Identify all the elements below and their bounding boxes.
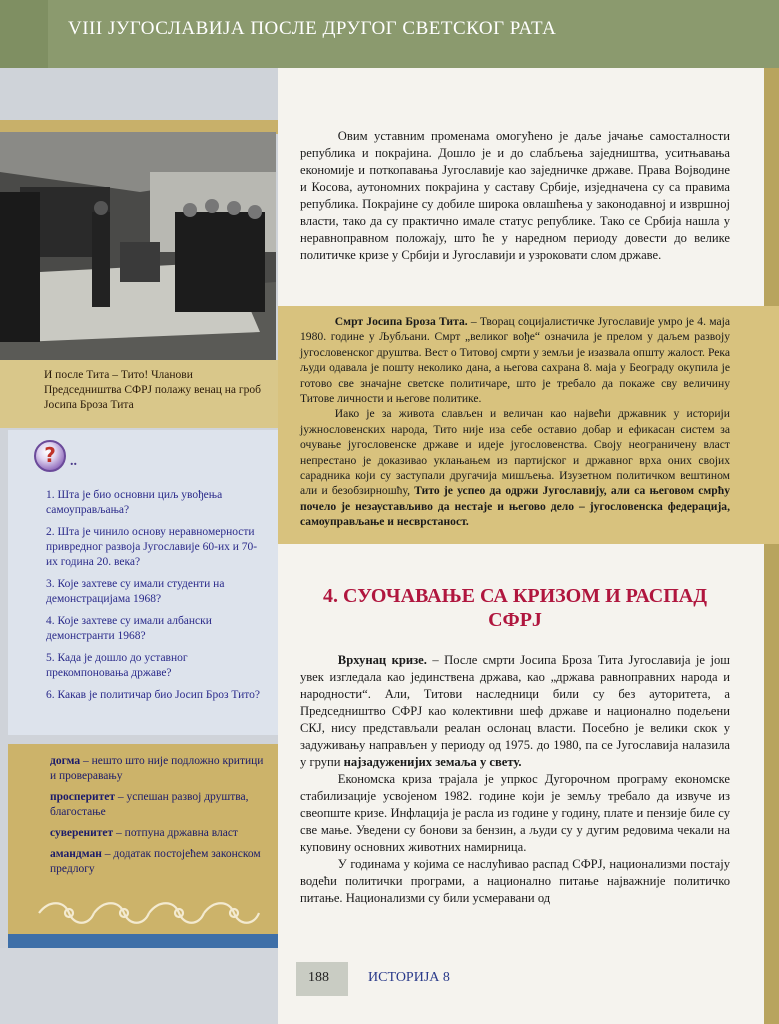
chapter-header <box>0 0 779 68</box>
book-title: ИСТОРИЈА 8 <box>368 970 450 985</box>
tito-death-heading: Смрт Јосипа Броза Тита. <box>334 315 468 328</box>
glossary-list <box>50 754 270 883</box>
photo-caption: И после Тита – Тито! Чланови Председништва СФРЈ полажу венац на гроб Јосипа Броза Тита <box>44 369 261 411</box>
glossary-item <box>50 826 270 841</box>
sidebar-bottom-strip <box>0 948 278 1024</box>
nationalism-paragraph: У годинама у којима се наслућивао распад СФРЈ, национализми постају водећи политички програми, а национално питање најважније политичко питање. Национализми су били усмеравани од <box>300 857 730 905</box>
tito-legacy-text: Иако је за живота слављен и величан као највећи државник у историји јужнословенских народа, Тито није иза себе оставио добар и ефикасан систем за очување југословенске државе и идеје југословенства. Своју неограничену власт непрестано је доказивао уклањањем из партијског и државног врха оних својих сарадника који су заступали другачија мишљења. Изузетном политичком вештином али и безобзирношћу, <box>300 407 730 498</box>
tito-grave-photo <box>0 132 276 360</box>
question-item: 1. Шта је био основни циљ увођења самоуправљања? <box>46 489 223 516</box>
glossary-term: догма <box>50 755 81 767</box>
glossary-term: амандман <box>50 848 102 860</box>
tito-death-section <box>300 314 730 530</box>
tito-legacy-bold: Тито је успео да одржи Југославију, али са његовом смрћу почело је незаустављиво да нестаје и његово дело – југословенска федерација, самоуправљање и несврстаност. <box>300 484 730 529</box>
question-dots: .. <box>70 454 77 469</box>
glossary-item <box>50 754 270 784</box>
page-number: 188 <box>308 970 329 985</box>
tito-legacy-paragraph <box>300 406 730 529</box>
economic-crisis-paragraph: Економска криза трајала је упркос Дугорочном програму економске стабилизације усвојеном 1982. године који је земљу требало да извуче из свеопште кризе. Инфлација је расла из године у годину, плате и пензије биле су све мање. Уведени су бонови за бензин, а људи су у дугим редовима чекали на куповину основних животних намирница. <box>300 772 730 854</box>
question-item: 2. Шта је чинило основу неравномерности привредног развоја Југославије 60-их и 70-их година 20. века? <box>46 526 258 568</box>
tito-death-text: – Творац социјалистичке Југославије умро је 4. маја 1980. године у Љубљани. Смрт „великог вође“ означила је прелом у даљем развоју југословенског друштва. Вест о Титовој смрти у земљи је изазвала општу жалост. Река људи одавала је пошту неколико дана, а његова сахрана 8. маја у Београду окупила је готово све значајне светске политичаре, што је требало да покаже сву величину Титове личности и његове политике. <box>300 315 730 406</box>
tito-death-paragraph <box>300 314 730 406</box>
glossary-definition: – потпуна државна власт <box>113 827 238 839</box>
glossary-item <box>50 790 270 820</box>
page-edge-band <box>764 68 779 1024</box>
glossary-term: просперитет <box>50 791 116 803</box>
question-item: 4. Које захтеве су имали албански демонстранти 1968? <box>46 615 212 642</box>
question-item: 5. Када је дошло до уставног прекомпоновања државе? <box>46 652 188 679</box>
header-accent-block <box>0 0 48 68</box>
crisis-section <box>300 652 730 907</box>
intro-paragraph <box>300 128 730 264</box>
question-mark-icon: ? <box>44 443 56 467</box>
question-item: 3. Које захтеве су имали студенти на демонстрацијама 1968? <box>46 578 225 605</box>
sidebar-blue-bar <box>8 934 278 948</box>
glossary-definition: – нешто што није подложно критици и проверавању <box>50 755 264 782</box>
crisis-bold: најзадуженијих земаља у свету. <box>343 755 522 769</box>
intro-text: Овим уставним променама омогућено је даље јачање самосталности република и покрајина. Дошло је и до слабљења заједништва, уситњавања економије и поткопавања Југославије као заједничке државе. Права Војводине и Косова, аутономних покрајина у саставу Србије, изједначена су са правима република. Покрајине су добиле широка овлашћења у законодавној и извршној власти, тако да су практично имале статус републике. Тако се Србија нашла у неравноправном положају, што ће у наредном периоду довести до велике политичке кризе у Србији и Југославији и узроковати слом државе. <box>300 129 730 262</box>
glossary-definition: – успешан развој друштва, благостање <box>50 791 249 818</box>
crisis-text: – После смрти Јосипа Броза Тита Југославија је још увек изгледала као јединствена држава, као „држава равноправних народа и народности“. Али, Титови наследници били су без ауторитета, а Председништво СФРЈ као колективни шеф државе и национално подељени СКЈ, нису представљали реалан ослонац власти. Посебно је велики скок у задуживању направљен у периоду од 1975. до 1980, па се Југославија налазила у групи <box>300 653 730 769</box>
glossary-term: суверенитет <box>50 827 114 839</box>
review-questions <box>46 488 268 710</box>
section-title: 4. СУОЧАВАЊЕ СА КРИЗОМ И РАСПАД СФРЈ <box>323 585 707 631</box>
ornament-decoration <box>34 898 264 928</box>
glossary-item <box>50 847 270 877</box>
question-item: 6. Какав је политичар био Јосип Броз Тито? <box>46 689 261 701</box>
chapter-title: VIII ЈУГОСЛАВИЈА ПОСЛЕ ДРУГОГ СВЕТСКОГ РАТА <box>68 18 557 39</box>
crisis-heading: Врхунац кризе. <box>337 653 427 667</box>
glossary-definition: – додатак постојећем законском предлогу <box>50 848 261 875</box>
crisis-paragraph <box>300 652 730 771</box>
